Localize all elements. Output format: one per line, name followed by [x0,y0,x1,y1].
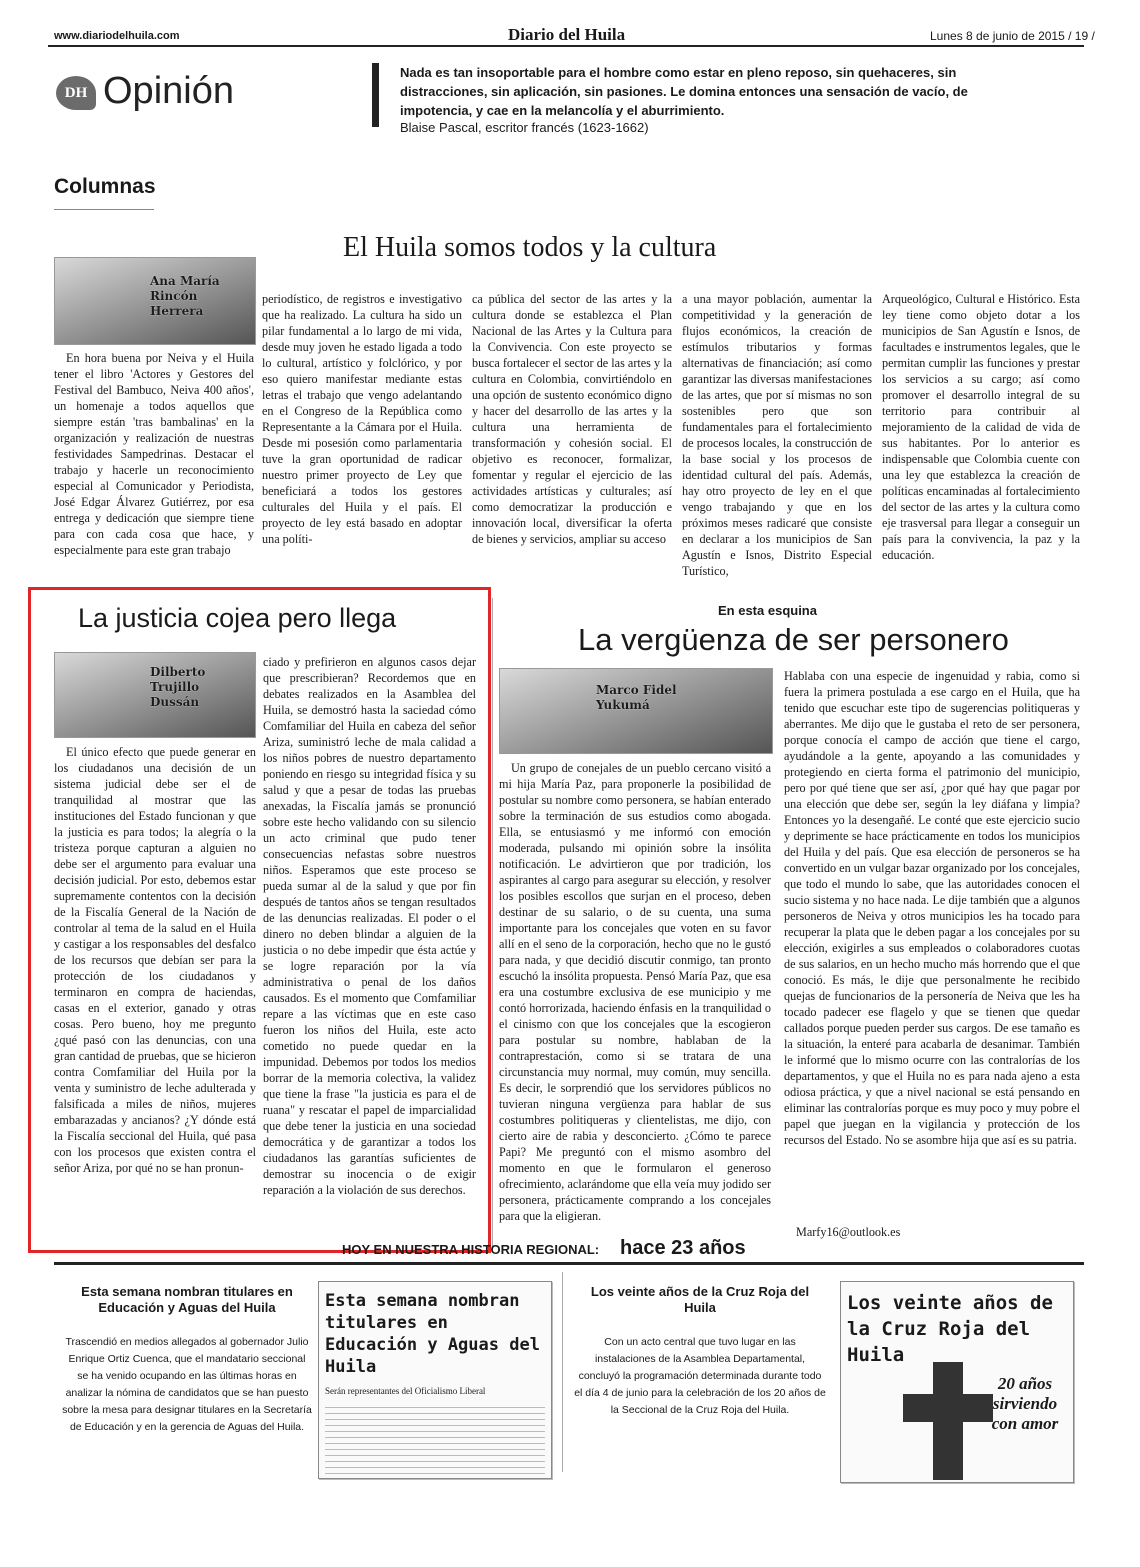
issue-date: Lunes 8 de junio de 2015 / 19 / [930,29,1095,43]
epigraph-quote: Nada es tan insoportable para el hombre como estar en pleno reposo, sin quehaceres, sin distracciones, sin aplicación, sin pasiones. Le domina entonces una sensación de vacío, de impotencia, y cae en la melancolía y el aburrimiento. [400,65,968,118]
author-byline: Ana María Rincón Herrera [150,274,220,318]
article-text: a una mayor población, aumentar la competitividad y la generación de flujos económicos, la creación de estímulos tributarios y formas alternativas de financiación; así como garantizar las diversas manifestaciones de las artes, que por sí mismas no son sostenibles pero que son fundamentales para el fortalecimiento de procesos locales, la construcción de la base social y los procesos de identidad cultural del país. Además, hay otro proyecto de ley en el que vengo trabajando y que en los próximos meses radicaré que consiste en declarar a los municipios de San Agustín e Isnos, Distrito Especial Turístico, [682,292,872,578]
clipping-text-lines [325,1402,545,1479]
clipping-badge: 20 años sirviendo con amor [991,1374,1059,1433]
clipping-subhead: Serán representantes del Oficialismo Liberal [325,1386,486,1396]
article-column [499,760,771,1240]
author-email: Marfy16@outlook.es [796,1225,901,1239]
epigraph-author: Blaise Pascal, escritor francés (1623-1662) [400,120,649,135]
article-headline: La vergüenza de ser personero [578,622,1009,657]
article-text: Un grupo de conejales de un pueblo cercano visitó a mi hija María Paz, para proponerle la posibilidad de postular su nombre como personera, se habían enterado sobre la terminación de sus estudios como abogada. Ella, se entusiasmó y me informó con emoción moderada, pulsando mi opinión sobre la insólita notificación. Le advirtieron que por tradición, los aspirantes al cargo para asegurar su elección, y resolver los posibles escollos que surjan en el proceso, deben destinar de su salario, o de su cuenta, una suma importante para los concejales que voten en su favor allí en el seno de la corporación, hecho que no le gustó para nada, y que decidió discutir conmigo, tan pronto escuchó la insólita propuesta. Pensó María Paz, que esa era una costumbre exclusiva de ese municipio y me contó horrorizada, haciendo énfasis en la tranquilidad o el cinismo con que los concejales que la escogieron para postular su nombre, hablaban de la contraprestación, como si se tratara de una circunstancia muy normal, muy común, muy sencilla. Es decir, le sorprendió que los servidores públicos no tuvieran ninguna vergüenza para hablar de sus costumbres politiqueras y clientelistas, me dijo, con cierto aire de rabia y desconcierto. ¿Cómo te parece Papi? Me preguntó con el mismo asombro del momento en que le formularon el generoso ofrecimiento, aclarándome que ella veía muy jodido ser personera, prácticamente comprando a los concejales para que la eligieran. [499,761,771,1223]
history-card-body: Con un acto central que tuvo lugar en las instalaciones de la Asamblea Departamental, concluyó la programación determinada durante todo el día 4 de junio para la celebración de los 20 años de la Seccional de la Cruz Roja del Huila. [574,1336,826,1416]
article-column [882,291,1080,578]
section-title: Opinión [103,70,234,112]
article-column [262,291,462,578]
author-photo [54,652,256,738]
article-text: periodístico, de registros e investigativo que ha realizado. La cultura ha sido un pilar fundamental a lo largo de mi vida, desde muy joven he estado ligada a todo lo cultural, artístico y folclórico, y por eso quiero manifestar mediante estas letras el trabajo que vengo adelantando en el Congreso de la República como Representante a la Cámara por el Huila. Desde mi posesión como parlamentaria tuve la gran oportunidad de radicar nuestro primer proyecto de Ley que beneficiará a todos los gestores culturales del Huila y el país. El proyecto de ley está basado en adoptar una políti- [262,292,462,546]
article-column [784,668,1080,1224]
author-photo [54,257,256,345]
history-label: HOY EN NUESTRA HISTORIA REGIONAL: [342,1242,600,1257]
column-divider [562,1272,563,1472]
article-column [54,744,256,1240]
clipping-headline: Esta semana nombran titulares en Educación y Aguas del Huila [325,1291,540,1377]
article-kicker: En esta esquina [718,603,817,618]
newspaper-clipping [840,1281,1074,1483]
article-column [54,350,254,578]
columnas-rule [54,209,154,210]
article-text: ciado y prefirieron en algunos casos dejar que prescribieran? Recordemos que en debates realizados en la Asamblea del Huila, se demostró hasta la saciedad cómo Comfamiliar del Huila en cabeza del señor Ariza, suministró leche de mala calidad a los niños pobres de nuestro departamento poniendo en riesgo su integridad física y su salud y que a pesar de todas las pruebas anexadas, la Fiscalía jamás se pronunció sobre este hecho validando con su silencio un acto criminal que pudo tener consecuencias nefastas sobre nuestros niños. Esperamos que este proceso se pueda sumar al de la salud y que por fin después de tantos años se tengan resultados de las denuncias realizadas. El poder o el dinero no deben blindar a alguien de la justicia o no debe impedir que ésta actúe y se logre reparación por la vía administrativa o penal de los daños causados. Es el momento que Comfamiliar repare a las víctimas que en este caso fueron los niños del Huila, este acto cometido no puede quedar en la impunidad. Debemos por todos los medios borrar de la memoria colectiva, la validez que tiene la frase "la justicia es para el de ruana" y rescatar el papel de imparcialidad que debe tener la justicia en una sociedad democrática y de garantizar a todos los ciudadanos las garantías suficientes de demostrar su inocencia o de exigir reparación a la violación de sus derechos. [263,655,476,1197]
quote-bar [372,63,379,127]
article-column [472,291,672,578]
article-column [682,291,872,578]
author-byline: Dilberto Trujillo Dussán [150,665,206,709]
article-headline: La justicia cojea pero llega [78,603,397,633]
history-card-title: Los veinte años de la Cruz Roja del Huila [590,1284,810,1315]
site-url: www.diariodelhuila.com [54,30,180,42]
history-card-title: Esta semana nombran titulares en Educación y Aguas del Huila [81,1284,293,1315]
history-rule [54,1262,1084,1265]
article-text: ca pública del sector de las artes y la cultura donde se establezca el Plan Nacional de las Artes y la Cultura para la Convivencia. Con este proyecto se busca fortalecer el sector de las artes y la cultura en Colombia, convirtiéndolo en una opción de sustento económico digno y hacer del desarrollo de las artes y la cultura una herramienta de transformación y cohesión social. El objetivo es reconocer, formalizar, fomentar y regular el ejercicio de las actividades artísticas y culturales; así como democratizar la producción e innovación local, diversificar la oferta de bienes y servicios, ampliar su acceso [472,292,672,546]
author-photo [499,668,773,754]
columnas-label: Columnas [54,175,156,198]
author-byline: Marco Fidel Yukumá [596,683,677,712]
clipping-headline: Los veinte años de la Cruz Roja del Huila [847,1292,1053,1366]
column-divider [492,598,493,1248]
header-rule [48,45,1084,47]
article-text: En hora buena por Neiva y el Huila tener el libro 'Actores y Gestores del Festival del Bambuco, Neiva 400 años', un homenaje a todos aquellos que siempre están 'tras bambalinas' en la organización y realización de nuestras festividades Sampedrinas. Destacar el trabajo y hacerle un reconocimiento especial al Comunicador y Periodista, José Edgar Álvarez Gutiérrez, por esa entrega y dedicación que siempre tiene para con cada cosa que hace, y especialmente para este gran trabajo [54,351,254,557]
article-headline: El Huila somos todos y la cultura [343,232,717,263]
newspaper-name: Diario del Huila [508,25,626,44]
dh-logo: DH [56,76,96,110]
article-text: Arqueológico, Cultural e Histórico. Esta ley tiene como objeto dotar a los municipios de San Agustín e Isnos, de facultades e instrumentos legales, que le permitan cumplir las funciones y prestar los servicios a su cargo; así como promover el desarrollo integral de su territorio para contribuir al mejoramiento de la calidad de vida de sus habitantes. Por lo anterior es indispensable que Colombia cuente con una ley que establezca la creación de políticas encaminadas al fortalecimiento del sector de las artes y la cultura como eje trasversal para llegar a conseguir un país para la convivencia, la paz y la educación. [882,292,1080,562]
history-age: hace 23 años [620,1237,746,1259]
article-text: Hablaba con una especie de ingenuidad y rabia, como si fuera la primera postulada a ese cargo en el Huila, que ha tenido que escuchar este tipo de sugerencias politiqueras y aberrantes. Me dijo que le gustaba el reto de ser personera, porque conocía el campo de acción que tiene el cargo, ayudándole a la gente, apoyando a las comunidades y protegiendo en cierta forma el patrimonio del municipio, pero por qué tiene que ser así, ¿por qué hay que pagar por una elección que debe ser, según la ley diáfana y limpia? Entonces yo la desengañé. Le conté que este ejercicio sucio y deprimente se hace prácticamente en todos los municipios del Huila y del país. Que esa elección de personeros se ha convertido en un vulgar bazar organizado por los concejales, que todo el mundo lo sabe, que las autoridades conocen el sucio sistema y no hace nada. Le dije también que a algunos personeros de Neiva y otros municipios les ha tocado para recuperar la plata que le deben pagar a los concejales por su elección, exigirles a sus empleados o colaboradores cuotas de sus salarios, en un hecho mucho más horrendo que el que conoció. Es más, le dije que personalmente he recibido quejas de funcionarios de la personería de Neiva que les ha tocado padecer ese flagelo y que se tienen que quedar callados porque pueden perder sus cargos. De ese tamaño es la situación, la enteré para acabarla de desanimar. También le informé que lo mismo ocurre con las contralorías de los departamentos, y que el Huila no es para nada ajeno a esta odiosa práctica, y que a nivel nacional se está pensando en eliminar las contralorías porque es muy poco y muy pobre el papel que juegan en la vigilancia y protección de los recursos del Estado. No se asombre hija que así es su patria. [784,669,1080,1147]
article-text: El único efecto que puede generar en los ciudadanos una decisión de un sistema judicial debe ser el de tranquilidad al mostrar que las instituciones del Estado funcionan y que la justicia es para todos; la alegría o la tristeza porque capturan a alguien no debe ser el argumento para evaluar una decisión judicial. Por esto, debemos estar supremamente contentos con la decisión de la Fiscalía General de la Nación de controlar al tema de la salud en el Huila y castigar a los responsables del desfalco de los recursos que debían ser para la protección de los ciudadanos y terminaron en compra de haciendas, casas en el exterior, ganado y otras cosas. Pero bueno, hoy me pregunto ¿qué pasó con las denuncias, con una gran cantidad de pruebas, que se hicieron contra Comfamiliar del Huila por la venta y suministro de leche adulterada y falsificada a miles de niños, mujeres embarazadas y ancianos? ¿Y dónde está la Fiscalía seccional del Huila, qué pasa con los procesos que existen contra el señor Ariza, por qué no se han pronun- [54,745,256,1175]
newspaper-clipping [318,1281,552,1479]
history-card-body: Trascendió en medios allegados al gobernador Julio Enrique Ortiz Cuenca, que el mandatario seccional se ha venido ocupando en las últimas horas en analizar la nómina de candidatos que se han puesto sobre la mesa para designar titulares en la Secretaría de Educación y en la gerencia de Aguas del Huila. [62,1336,312,1433]
article-column [263,654,476,1240]
